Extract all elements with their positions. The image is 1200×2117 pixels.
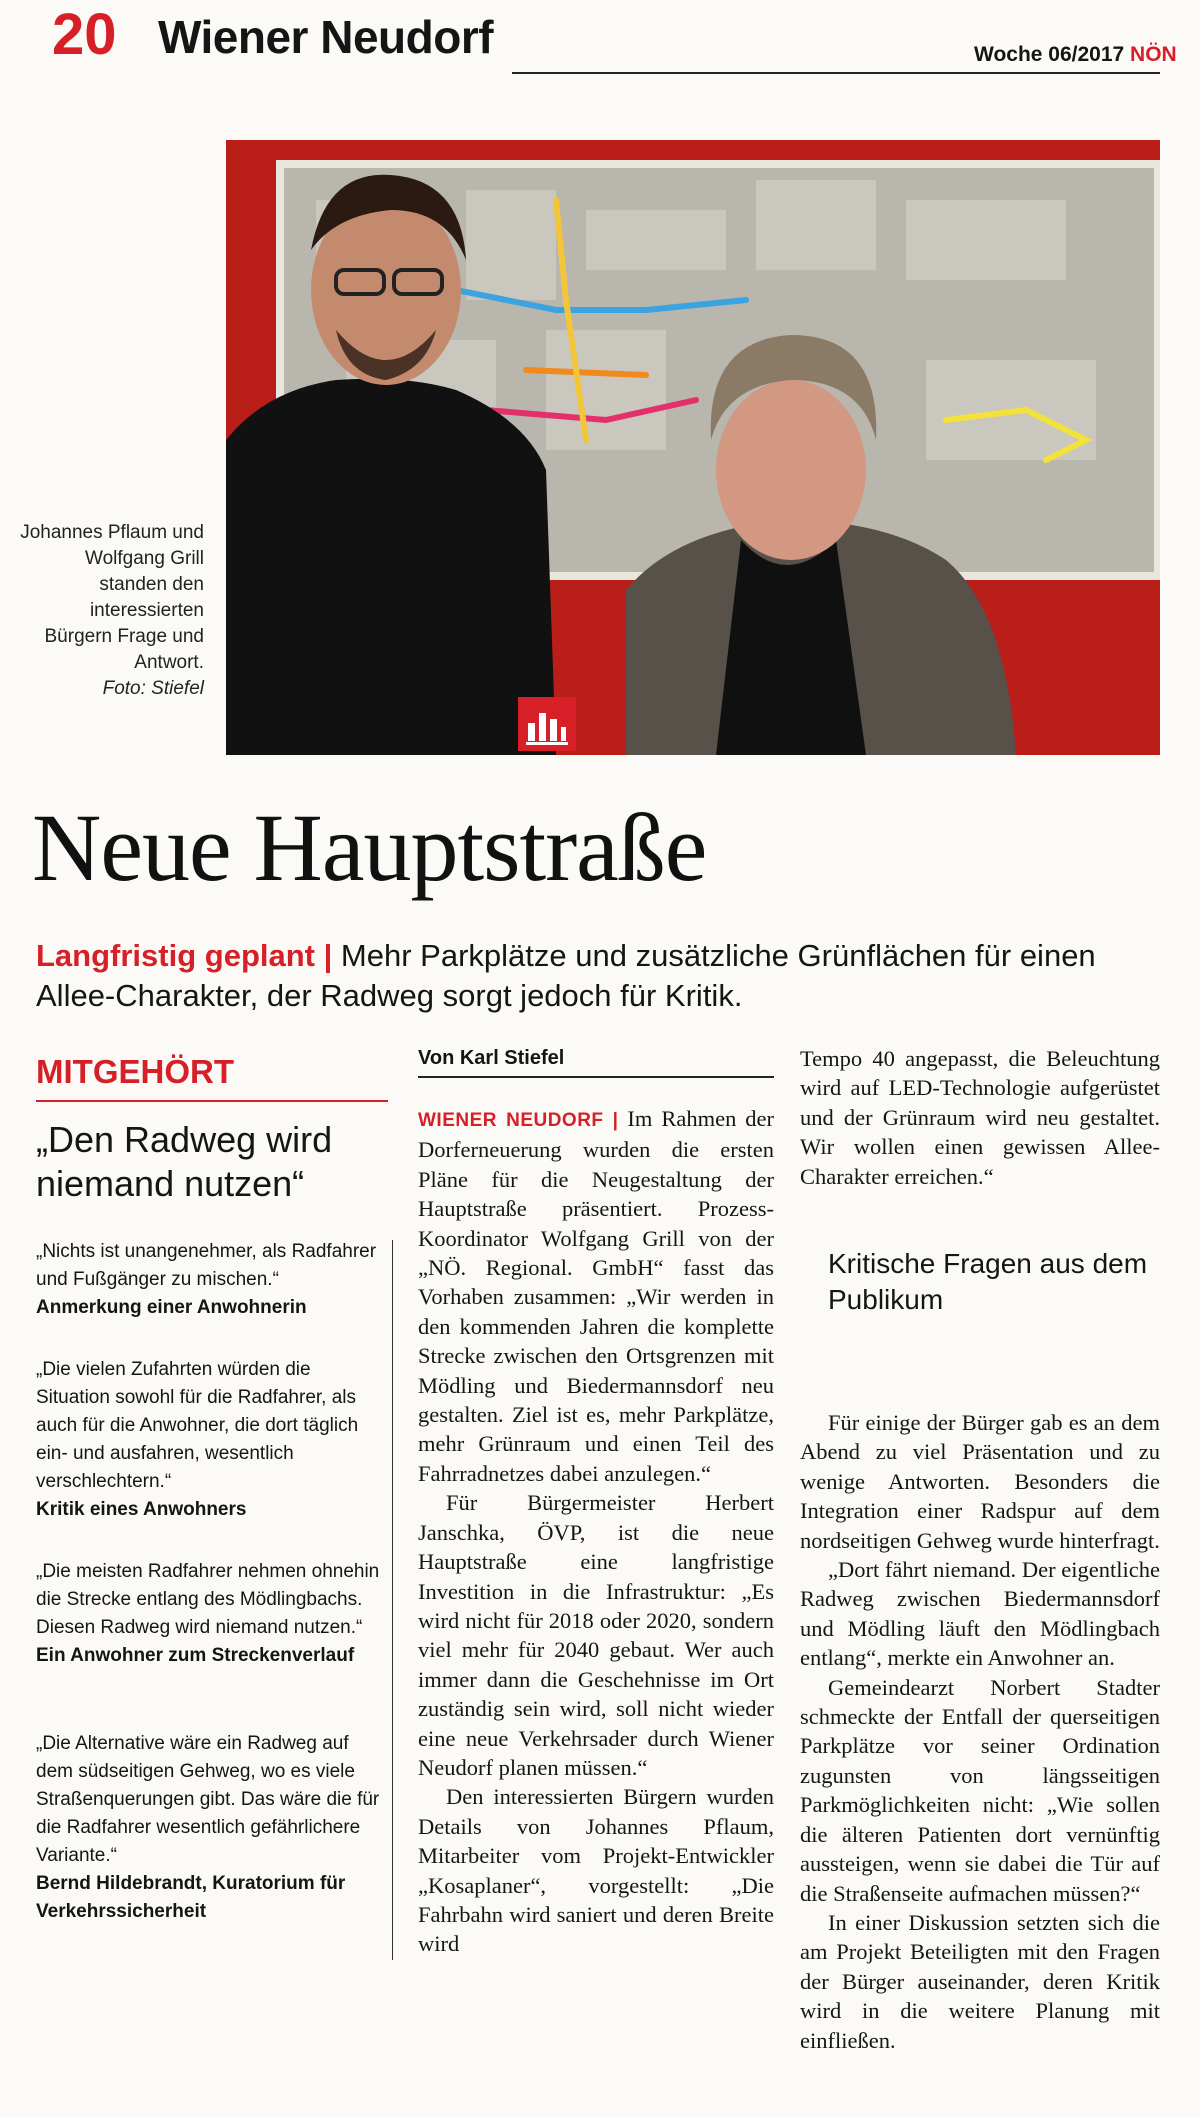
byline: Von Karl Stiefel: [418, 1047, 565, 1069]
photo-credit: Foto: Stiefel: [102, 678, 204, 699]
sidebar-label: MITGEHÖRT: [36, 1053, 234, 1090]
article-column-1: [418, 1104, 774, 1959]
quote-source: Bernd Hildebrandt, Kuratorium für Verkehrssicherheit: [36, 1873, 346, 1922]
sidebar-rule: [36, 1100, 388, 1102]
quote-source: Kritik eines Anwohners: [36, 1499, 247, 1520]
subhead-kicker: Langfristig geplant |: [36, 938, 333, 973]
quote-item: [36, 1356, 388, 1524]
quote-text: „Die Alternative wäre ein Radweg auf dem südseitigen Gehweg, wo es viele Straßenquerungen gibt. Das wäre die für die Radfahrer wesentlich gefährlichere Variante.“: [36, 1733, 380, 1866]
sidebar-title: „Den Radweg wird niemand nutzen“: [36, 1119, 333, 1204]
paragraph: „Dort fährt niemand. Der eigentliche Radweg zwischen Biedermannsdorf und Mödling läuft den Mödlingbach entlang“, merkte ein Anwohner an.: [800, 1557, 1160, 1671]
paragraph: Den interessierten Bürgern wurden Details von Johannes Pflaum, Mitarbeiter vom Projekt-Entwickler „Kosaplaner“, vorgestellt: „Die Fahrbahn wird saniert und deren Breite wird: [418, 1784, 774, 1957]
section-title: Wiener Neudorf: [158, 11, 494, 63]
header-rule: [512, 72, 1160, 74]
article-column-2: [800, 1408, 1160, 2055]
vote-callout: [236, 700, 387, 748]
brand-logo: NÖN: [1130, 43, 1177, 66]
quote-item: [36, 1558, 388, 1670]
quote-source: Anmerkung einer Anwohnerin: [36, 1297, 307, 1318]
page-number: 20: [52, 2, 117, 67]
article-column-2-top: [800, 1044, 1160, 1191]
article-photo: [226, 140, 1160, 755]
quote-text: „Die vielen Zufahrten würden die Situation sowohl für die Radfahrer, als auch für die Anwohner, die dort täglich ein- und ausfahren, wesentlich verschlechtern.“: [36, 1359, 359, 1492]
paragraph-text: Im Rahmen der Dorferneuerung wurden die ersten Pläne für die Neugestaltung der Hauptstraße präsentiert. Prozess-Koordinator Wolfgang Grill von der „NÖ. Regional. GmbH“ fasst das Vorhaben zusammen: „Wir werden in den kommenden Jahren die komplette Strecke zwischen den Ortsgrenzen mit Mödling und Biedermannsdorf neu gestalten. Ziel ist es, mehr Parkplätze, mehr Grünraum und einen Teil des Fahrradnetzes dabei anzulegen.“: [418, 1106, 774, 1486]
week-label: Woche 06/2017: [974, 43, 1125, 66]
quote-item: [36, 1238, 388, 1322]
bar-chart-icon[interactable]: [518, 697, 576, 751]
article-subhead: [36, 936, 1166, 1016]
quote-text: „Nichts ist unangenehmer, als Radfahrer und Fußgänger zu mischen.“: [36, 1241, 377, 1290]
article-subheading: Kritische Fragen aus dem Publikum: [828, 1248, 1148, 1315]
quote-item: [36, 1730, 388, 1926]
paragraph: Gemeindearzt Norbert Stadter schmeckte der Entfall der querseitigen Parkplätze vor seiner Ordination zugunsten von längsseitigen Parkmöglichkeiten nicht: „Wie sollen die älteren Patienten dort vernünftig aussteigen, wenn sie dabei die Tür auf die Straßenseite aufmachen müssen?“: [800, 1674, 1160, 1906]
paragraph: In einer Diskussion setzten sich die am Projekt Beteiligten mit den Fragen der Bürger auseinander, deren Kritik wird in die weitere Planung mit einfließen.: [800, 1909, 1160, 2053]
paragraph: Für einige der Bürger gab es an dem Abend zu viel Präsentation und zu wenige Antworten. Besonders die Integration einer Radspur auf dem nordseitigen Gehweg wurde hinterfragt.: [800, 1410, 1160, 1553]
photo-caption: [20, 520, 204, 702]
issue-week: [974, 44, 1177, 65]
vote-line-1: Abstimmen auf: [236, 701, 381, 723]
dateline: WIENER NEUDORF |: [418, 1110, 619, 1131]
paragraph: Für Bürgermeister Herbert Janschka, ÖVP, ist die neue Hauptstraße eine langfristige Investition in die Infrastruktur: „Es wird nicht für 2018 oder 2020, sondern viel mehr für 2040 gebaut. Wer auch immer dann die Geschehnisse im Ort zuständig sein wird, soll nicht wieder eine neue Verkehrsader durch Wiener Neudorf planen müssen.“: [418, 1490, 774, 1780]
column-divider: [392, 1240, 393, 1960]
caption-text: Johannes Pflaum und Wolfgang Grill standen den interessierten Bürgern Frage und Antwort.: [20, 522, 204, 673]
paragraph: [418, 1104, 774, 1488]
article-headline: Neue Hauptstraße: [32, 794, 707, 901]
quote-text: „Die meisten Radfahrer nehmen ohnehin die Strecke entlang des Mödlingbachs. Diesen Radweg wird niemand nutzen.“: [36, 1561, 380, 1638]
quote-source: Ein Anwohner zum Streckenverlauf: [36, 1645, 355, 1666]
subhead-text: Mehr Parkplätze und zusätzliche Grünflächen für einen Allee-Charakter, der Radweg sorgt jedoch für Kritik.: [36, 938, 1096, 1013]
byline-rule: [418, 1076, 774, 1078]
vote-link[interactable]: mödling.NÖN.at: [236, 725, 388, 747]
paragraph: Tempo 40 angepasst, die Beleuchtung wird auf LED-Technologie aufgerüstet und der Grünraum wird neu gestaltet. Wir wollen einen gewissen Allee-Charakter erreichen.“: [800, 1046, 1160, 1189]
